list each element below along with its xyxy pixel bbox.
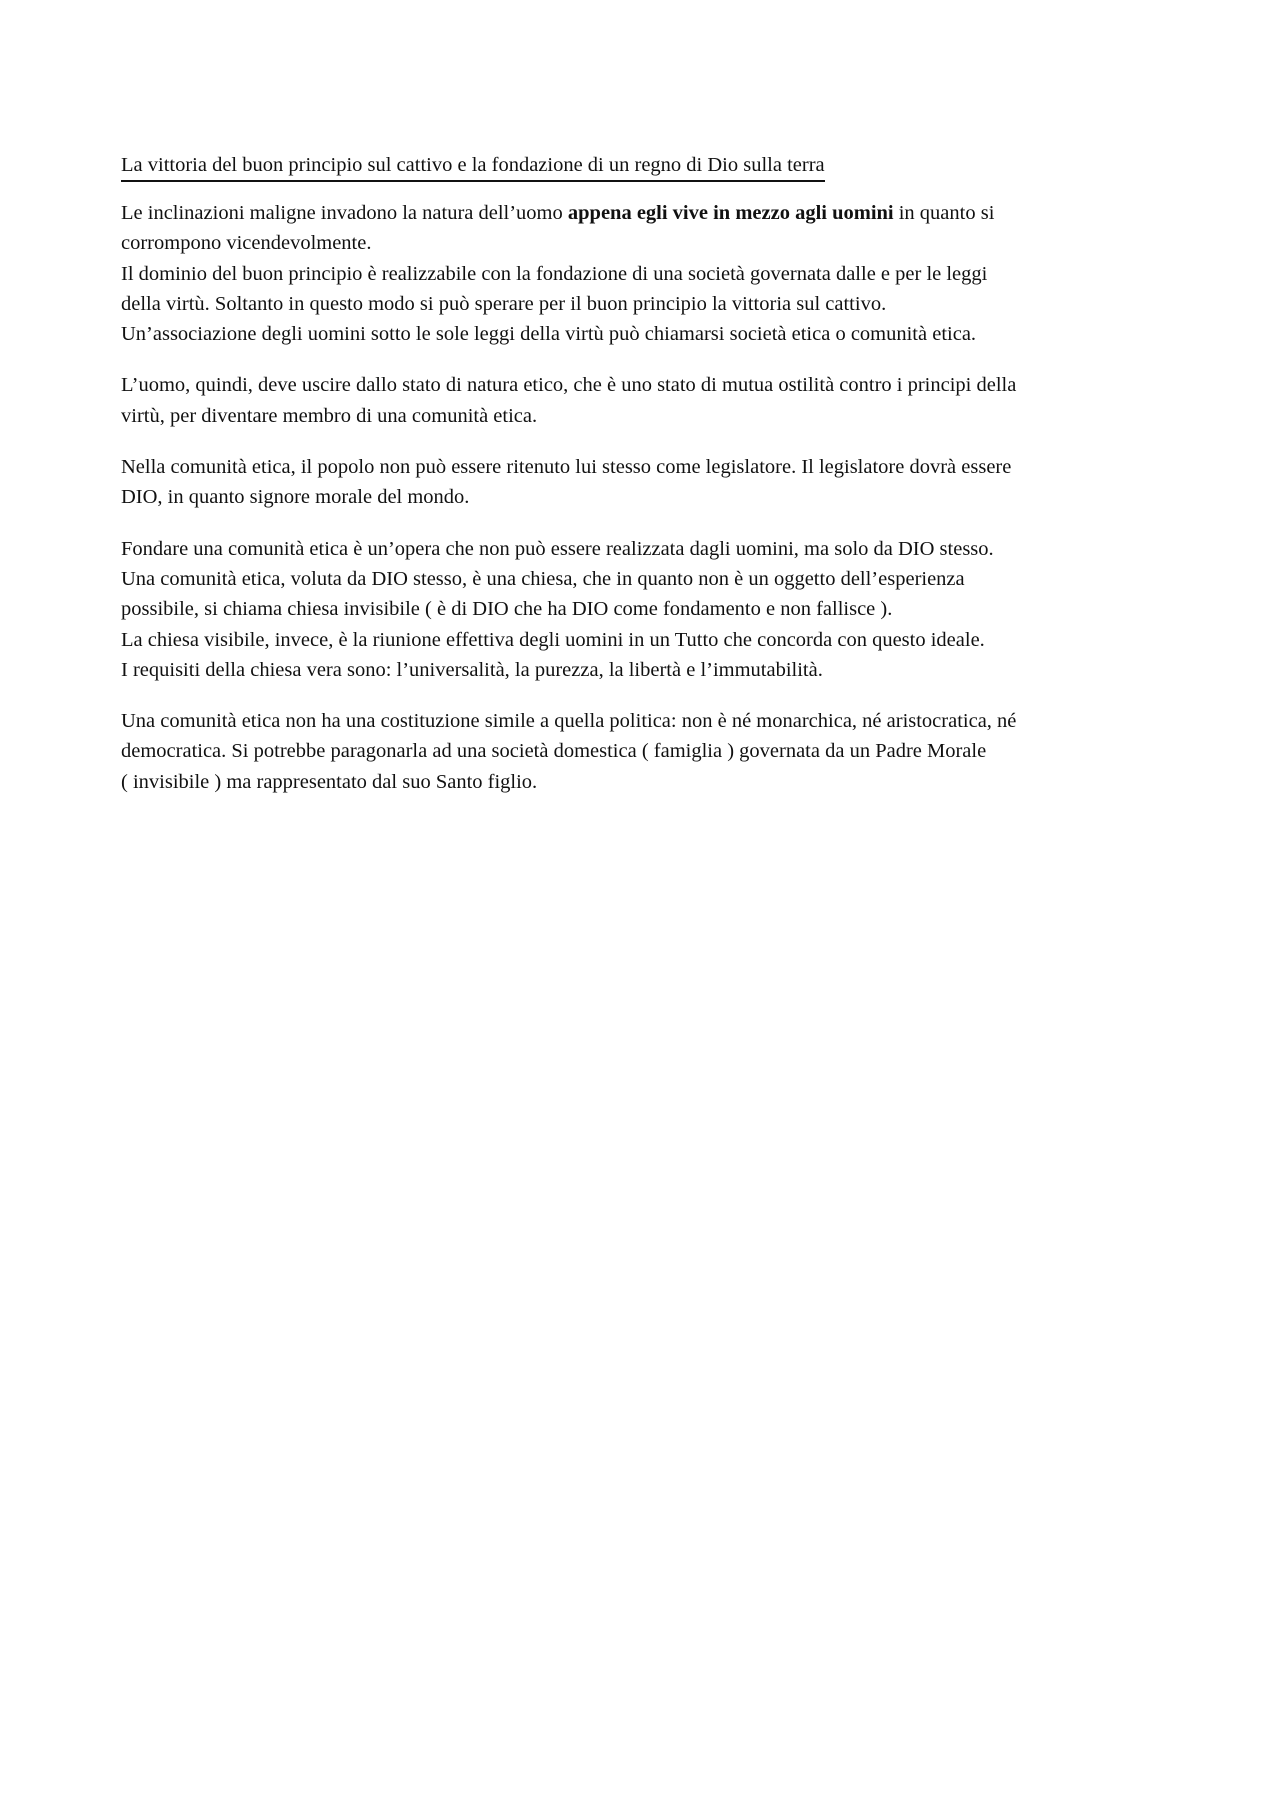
text-line: ( invisibile ) ma rappresentato dal suo Santo figlio. [121, 770, 538, 793]
text-line: della virtù. Soltanto in questo modo si può sperare per il buon principio la vittoria sul cattivo. [121, 292, 887, 315]
text-line: democratica. Si potrebbe paragonarla ad una società domestica ( famiglia ) governata da un Padre Morale [121, 740, 987, 763]
text-line: I requisiti della chiesa vera sono: l’universalità, la purezza, la libertà e l’immutabilità. [121, 658, 823, 681]
text-line: corrompono vicendevolmente. [121, 232, 372, 255]
text-line: Nella comunità etica, il popolo non può essere ritenuto lui stesso come legislatore. Il legislatore dovrà essere [121, 456, 1012, 479]
paragraph-2 [121, 370, 1171, 431]
paragraph-3 [121, 452, 1171, 513]
text-line: L’uomo, quindi, deve uscire dallo stato di natura etico, che è uno stato di mutua ostilità contro i principi della [121, 374, 1017, 397]
paragraph-4 [121, 534, 1171, 685]
bold-text: appena egli vive in mezzo agli uomini [567, 202, 894, 224]
paragraph-1 [121, 198, 1171, 349]
text-line [121, 198, 1171, 228]
text-line: Un’associazione degli uomini sotto le sole leggi della virtù può chiamarsi società etica o comunità etica. [121, 323, 977, 346]
document-title: La vittoria del buon principio sul cattivo e la fondazione di un regno di Dio sulla terra [121, 150, 825, 182]
text-line: Una comunità etica, voluta da DIO stesso, è una chiesa, che in quanto non è un oggetto dell’esperienza [121, 567, 965, 590]
text-line: DIO, in quanto signore morale del mondo. [121, 486, 470, 509]
text-line: La chiesa visibile, invece, è la riunione effettiva degli uomini in un Tutto che concorda con questo ideale. [121, 628, 985, 651]
paragraph-5 [121, 706, 1171, 797]
text-line: Fondare una comunità etica è un’opera che non può essere realizzata dagli uomini, ma solo da DIO stesso. [121, 537, 994, 560]
text-span: in quanto si [893, 202, 995, 224]
text-line: Una comunità etica non ha una costituzione simile a quella politica: non è né monarchica, né aristocratica, né [121, 710, 1017, 733]
text-line: possibile, si chiama chiesa invisibile ( è di DIO che ha DIO come fondamento e non fallisce ). [121, 598, 893, 621]
text-line: virtù, per diventare membro di una comunità etica. [121, 404, 538, 427]
document-page [121, 150, 1171, 818]
text-span: Le inclinazioni maligne invadono la natura dell’uomo [121, 202, 568, 224]
text-line: Il dominio del buon principio è realizzabile con la fondazione di una società governata dalle e per le leggi [121, 262, 988, 285]
